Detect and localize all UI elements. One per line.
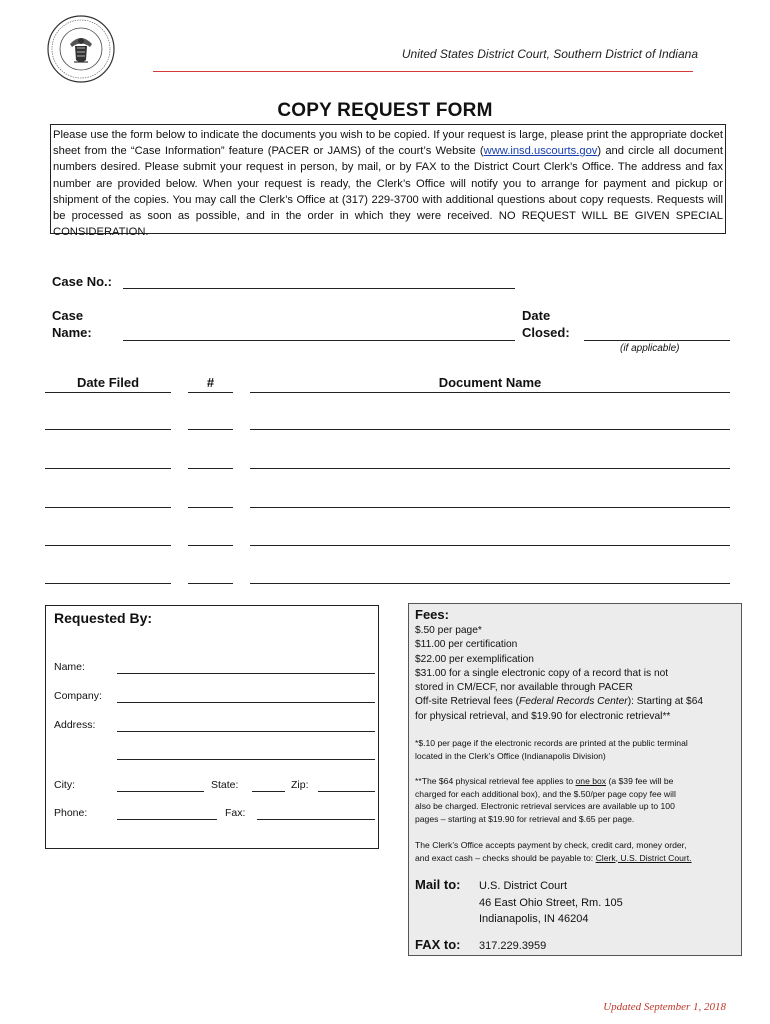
document-name-header: Document Name bbox=[438, 375, 542, 390]
number-header-rule bbox=[188, 392, 233, 393]
number-field[interactable] bbox=[188, 545, 233, 546]
zip-label: Zip: bbox=[291, 779, 309, 791]
address-line-3: Indianapolis, IN 46204 bbox=[479, 913, 589, 925]
case-no-field[interactable] bbox=[123, 288, 515, 289]
fee-certification: $11.00 per certification bbox=[415, 639, 518, 651]
name-field[interactable] bbox=[117, 673, 375, 674]
fee-retrieval-cont: for physical retrieval, and $19.90 for electronic retrieval** bbox=[415, 710, 671, 722]
date-filed-header: Date Filed bbox=[76, 375, 140, 390]
date-filed-header-rule bbox=[45, 392, 171, 393]
court-name: United States District Court, Southern District of Indiana bbox=[401, 47, 698, 61]
date-label: Date bbox=[522, 308, 551, 323]
federal-records-center: Federal Records Center bbox=[518, 696, 628, 708]
document-name-field[interactable] bbox=[250, 429, 730, 430]
city-field[interactable] bbox=[117, 791, 204, 792]
fees-box bbox=[408, 603, 742, 956]
date-filed-field[interactable] bbox=[45, 583, 171, 584]
fax-to-label: FAX to: bbox=[415, 937, 461, 952]
if-applicable-note: (if applicable) bbox=[620, 343, 680, 354]
state-label: State: bbox=[211, 779, 239, 791]
city-label: City: bbox=[54, 779, 75, 791]
company-label: Company: bbox=[54, 690, 102, 702]
payment-note: The Clerk’s Office accepts payment by check, credit card, money order, and exact cash – checks should be payable to: Clerk, U.S. District Court. bbox=[415, 840, 692, 863]
document-name-header-rule bbox=[250, 392, 730, 393]
number-field[interactable] bbox=[188, 583, 233, 584]
fee-retrieval: Off-site Retrieval fees (Federal Records Center): Starting at $64 bbox=[415, 696, 704, 708]
court-website-link[interactable]: www.insd.uscourts.gov bbox=[483, 145, 598, 158]
address-line-1: U.S. District Court bbox=[479, 880, 568, 892]
header-rule bbox=[153, 71, 693, 72]
name-label: Name: bbox=[54, 661, 85, 673]
instructions-box bbox=[50, 124, 726, 239]
one-box-text: one box bbox=[575, 776, 607, 786]
company-field[interactable] bbox=[117, 702, 375, 703]
fees-title: Fees: bbox=[415, 607, 449, 622]
instructions-text-2: ) and circle all document numbers desired. Please submit your request in person, by mail, or by FAX to the District Court Clerk’s Office. The address and fax number are provided below. When your request is ready, the Clerk’s Office will notify you to arrange for payment and pickup or shipment of the copies. You may call the Clerk’s Office at (317) 229-3700 with additional questions about copy requests. Requests will be processed as soon as possible, and in the order in which they were received. NO REQUEST WILL BE GIVEN SPECIAL CONSIDERATION. bbox=[53, 145, 723, 239]
date-filed-field[interactable] bbox=[45, 429, 171, 430]
mail-to-label: Mail to: bbox=[415, 877, 461, 892]
fee-per-page: $.50 per page* bbox=[415, 625, 482, 636]
form-title: COPY REQUEST FORM bbox=[277, 100, 493, 121]
updated-date: Updated September 1, 2018 bbox=[603, 1001, 726, 1013]
address-field-1[interactable] bbox=[117, 731, 375, 732]
case-no-label: Case No.: bbox=[52, 274, 112, 289]
case-name-field[interactable] bbox=[123, 340, 515, 341]
document-name-field[interactable] bbox=[250, 468, 730, 469]
fax-label: Fax: bbox=[225, 807, 246, 819]
fax-number: 317.229.3959 bbox=[479, 940, 547, 952]
date-closed-field[interactable] bbox=[584, 340, 730, 341]
date-filed-field[interactable] bbox=[45, 545, 171, 546]
address-field-2[interactable] bbox=[117, 759, 375, 760]
requested-by-title: Requested By: bbox=[54, 610, 153, 626]
fee-electronic-copy: $31.00 for a single electronic copy of a record that is not bbox=[415, 667, 669, 679]
court-seal-icon bbox=[46, 14, 116, 84]
date-closed-label: Closed: bbox=[522, 325, 570, 340]
phone-label: Phone: bbox=[54, 807, 88, 819]
address-line-2: 46 East Ohio Street, Rm. 105 bbox=[479, 896, 623, 909]
retrieval-note: **The $64 physical retrieval fee applies to one box (a $39 fee will be charged for each additional box), and the $.50/per page copy fee will also be charged. Electronic retrieval services are available up to 100 pages – starting at $19.90 for retrieval and $.65 per page. bbox=[415, 776, 676, 824]
document-name-field[interactable] bbox=[250, 507, 730, 508]
address-label: Address: bbox=[54, 719, 96, 731]
terminal-note: *$.10 per page if the electronic records are printed at the public terminal located in the Clerk’s Office (Indianapolis Division) bbox=[415, 738, 688, 761]
payable-to-text: Clerk, U.S. District Court. bbox=[595, 852, 692, 863]
date-filed-field[interactable] bbox=[45, 468, 171, 469]
number-header: # bbox=[206, 375, 215, 390]
case-name-label: Name: bbox=[52, 325, 92, 340]
fax-field[interactable] bbox=[257, 819, 375, 820]
number-field[interactable] bbox=[188, 468, 233, 469]
document-name-field[interactable] bbox=[250, 583, 730, 584]
phone-field[interactable] bbox=[117, 819, 217, 820]
number-field[interactable] bbox=[188, 507, 233, 508]
fee-exemplification: $22.00 per exemplification bbox=[415, 653, 534, 665]
mailing-address bbox=[479, 878, 739, 928]
requested-by-box bbox=[45, 605, 379, 849]
date-filed-field[interactable] bbox=[45, 507, 171, 508]
fee-electronic-copy-cont: stored in CM/ECF, nor available through PACER bbox=[415, 682, 633, 694]
state-field[interactable] bbox=[252, 791, 285, 792]
case-label: Case bbox=[52, 308, 84, 323]
zip-field[interactable] bbox=[318, 791, 375, 792]
fees-list bbox=[415, 624, 741, 724]
document-name-field[interactable] bbox=[250, 545, 730, 546]
number-field[interactable] bbox=[188, 429, 233, 430]
instructions-text-1: Please use the form below to indicate the documents you wish to be copied. If your request is large, please print the appropriate docket sheet from the “Case Information” feature (PACER or JAMS) of the court’s Website ( bbox=[53, 129, 723, 158]
